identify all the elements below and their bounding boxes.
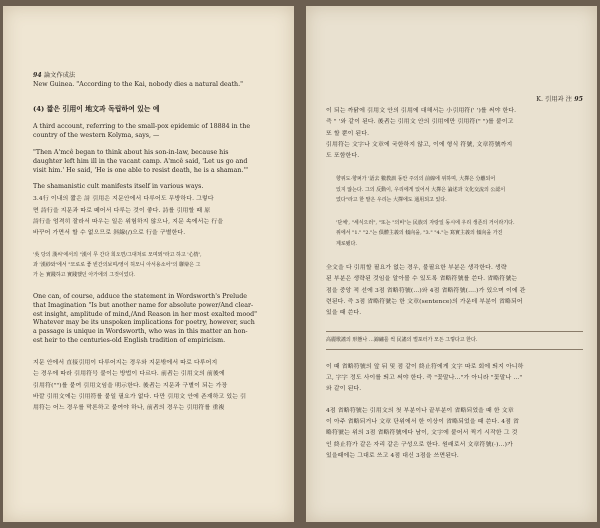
text-line: 詩行을 엄격히 잘라서 따우는 일은 위험하지 않으나, 지문 속에서는 行을 [33, 218, 224, 225]
text-line: 이 때 省略符號의 앞 뒤 및 점 같이 終止符에게 文字 따로 회에 띄지 아니하 [326, 363, 524, 370]
text-line: 있을 때 쓴다. [326, 310, 362, 317]
text-line: est insight, amplitude of mind,/And Reason in her most exalted mood" [33, 310, 258, 318]
section-heading: (4) 짧은 引用이 地文과 독립하여 있는 예 [33, 104, 160, 113]
text-line: 는 경우에 따라 引用符号 붙이는 방법이 다르다. 前者는 引用文의 前後에 [33, 371, 225, 378]
korean-paragraph-2 [33, 358, 280, 414]
text-line: a passage is unique in Wordsworth, who was in this matter an hon- [33, 328, 248, 336]
text-line: 고, 字字 정도 사이를 띄고 써야 한다. 즉 "꽃말나…"가 아니라 "꽃말나 …" [326, 375, 523, 382]
text-line: '吳 당의 漢씨'에서의 "漢이 무 간다 희오면/그대처로 모며뫼"라고 하고 '心情', [33, 251, 202, 258]
page-number-left: 94 [33, 72, 42, 79]
text-line: 이 되는 까닭에 引用文 안의 引用에 대해서는 小引用符(' ')를 써야 한다. [326, 108, 517, 114]
block-quote [33, 149, 280, 176]
korean-paragraph-1 [33, 194, 280, 239]
intro-line: A third account, referring to the small-pox epidemic of 18884 in the [33, 122, 251, 130]
text-line: 었다"라고 한 말은 우리는 大擇에도 通用되고 있다. [336, 197, 447, 204]
text-line: 점을 중앙 적 선에 3점 省略符號(…)와 4점 省略符號(….)가 있으며 이에 관 [326, 287, 526, 294]
text-line: 면 詩行을 지문과 따로 떼어서 다루는 것이 좋다. 詩를 引用할 때 原 [33, 207, 211, 214]
text-line: 즉 " '와 같이 된다. 後者는 引用文 안의 引用에만 引用符(" ")를 붙이고 [326, 119, 514, 126]
page-number-right: 95 [574, 96, 583, 103]
block-quote-line: daughter left him ill in the vacant camp. A'mcê said, 'Let us go and [33, 157, 248, 165]
boxed-example-text: 高麗歌謠의 形態나 …錦繡를 씩 民謠의 벌포터가 모든 그렇다고 한다. [326, 337, 478, 344]
after-quote-sentence: The shamanistic cult manifests itself in various ways. [33, 183, 204, 191]
korean-paragraph-middle [326, 263, 583, 319]
text-line: 바꾸어 가면서 할 수 없으므로 斜線(/)으로 行을 구별한다. [33, 230, 186, 237]
text-line: 引用符("")를 붙여 引用文임을 明示한다. 後者는 지문과 구별이 되는 가장 [33, 382, 228, 389]
korean-paragraph-after-box [326, 362, 583, 396]
text-line: '단체', "세식으러", "또는 "의비"는 民族의 자랑일 동시에 우리 생존의 거이라기다. [336, 219, 515, 226]
korean-paragraph-end [326, 406, 583, 462]
text-line: 향위도·향퍼가 '語去 數教訓 동안 주의의 前線에 위하며, 大擇은 分離되어 [336, 176, 496, 183]
korean-paragraph-top [326, 106, 583, 162]
text-line: 련된다. 즉 3점 省略符號는 한 文章(sentence)의 가운데 부분이 省略되어 [326, 298, 523, 305]
text-line: 지문 안에서 直接引用이 다루어지는 경우와 지문밖에서 따로 다루어지 [33, 360, 218, 367]
text-line: 이 아주 省略되거나 文章 단위에서 한 이상이 省略되었을 때 쓴다. 4점 省 [326, 419, 520, 425]
running-head-title-right: K. 引用과 注 [536, 96, 573, 103]
text-line: 3.4行 이내의 짧은 詩 引用은 지문안에서 다루어도 무방하다. 그렇다 [33, 196, 214, 203]
text-line: One can, of course, adduce the statement in Wordsworth's Prelude [33, 292, 247, 300]
block-quote-line: visit him.' He said, 'He is one able to resist death, he is a shaman.'" [33, 166, 249, 174]
text-line: 바깥 引用文에는 引用符를 붙일 필요가 없다. 다만 引用文 안에 존재하고 있는 引 [33, 394, 247, 401]
english-paragraph [33, 293, 280, 346]
text-line: 있지 않는다. 그의 反動이, 우리에게 있어서 大擇은 論述과 文化交流의 公認이 [336, 186, 506, 193]
text-line: 4점 省略符號는 引用文의 첫 부분이나 끝부분이 省略되었을 때 한 文章 [326, 407, 514, 414]
opening-text: New Guinea. "According to the Kai, nobody dies a natural death." [33, 81, 243, 88]
text-line: 된 부분은 생략된 것임을 알아볼 수 있도록 省略符號를 쓴다. 省略符號는 [326, 276, 518, 283]
running-head-left [33, 70, 280, 79]
text-line: 계로됐다. [336, 240, 357, 247]
korean-quote [33, 250, 280, 281]
text-line: 引用符는 文字나 文章에 국한하지 않고, 이에 형식 符號, 文章符號까지 [326, 141, 513, 148]
block-quote-line: "Then A'mcê began to think about his son-in-law, because his [33, 148, 229, 156]
text-line: 가 논 實踐하고 實踐했던 아가에의 그것이었다. [33, 272, 135, 279]
boxed-example [326, 331, 583, 349]
text-line: 또 할 뿐이 된다. [326, 130, 370, 137]
text-line: 과 '漢紗와'에서 "모로로 좋 빈간의보며/영이 허모니 아서용소어"의 聯辯은 그 [33, 261, 201, 268]
left-book-page [3, 6, 294, 522]
text-line: 도 포함한다. [326, 153, 360, 160]
text-line: 있을때에는 그대로 쓰고 4점 대신 3점을 쓰면된다. [326, 452, 459, 459]
right-book-page [306, 6, 597, 522]
quote-block-1 [326, 174, 583, 205]
text-line: est heir to the centuries-old English tradition of empiricism. [33, 337, 226, 345]
text-line: 와 같이 된다. [326, 386, 362, 393]
running-head-right [326, 94, 583, 103]
text-line: 全文을 다 引用할 필요가 없는 경우, 불필요한 부분은 생각한다. 생략 [326, 264, 507, 271]
quote-block-2 [326, 218, 583, 249]
text-line: 인 終止符가 같은 자리 같은 구성으로 한다. 원래로서 文章符號(·)…)가 [326, 441, 513, 448]
running-head-title-left: 論文作成法 [43, 72, 76, 79]
text-line: Whatever may be its unspoken implications for poetry, however, such [33, 319, 255, 327]
intro-line: country of the western Kolyma, says, — [33, 131, 160, 139]
text-line: 略符號는 위의 3점 省略符號에다 남이, 文字에 붙어서 찍기 시작한 그 것 [326, 430, 518, 437]
text-line: 위에서 "1." "2."는 俱體主義의 傾向을, "3." "4."는 寫實主義의 傾向을 가진 [336, 230, 503, 237]
text-line: that Imagination "Is but another name for absolute power/And clear- [33, 301, 254, 309]
text-line: 用符는 어느 경우를 막론하고 붙여야 하나, 前者의 경우는 引用符를 重複 [33, 405, 225, 412]
